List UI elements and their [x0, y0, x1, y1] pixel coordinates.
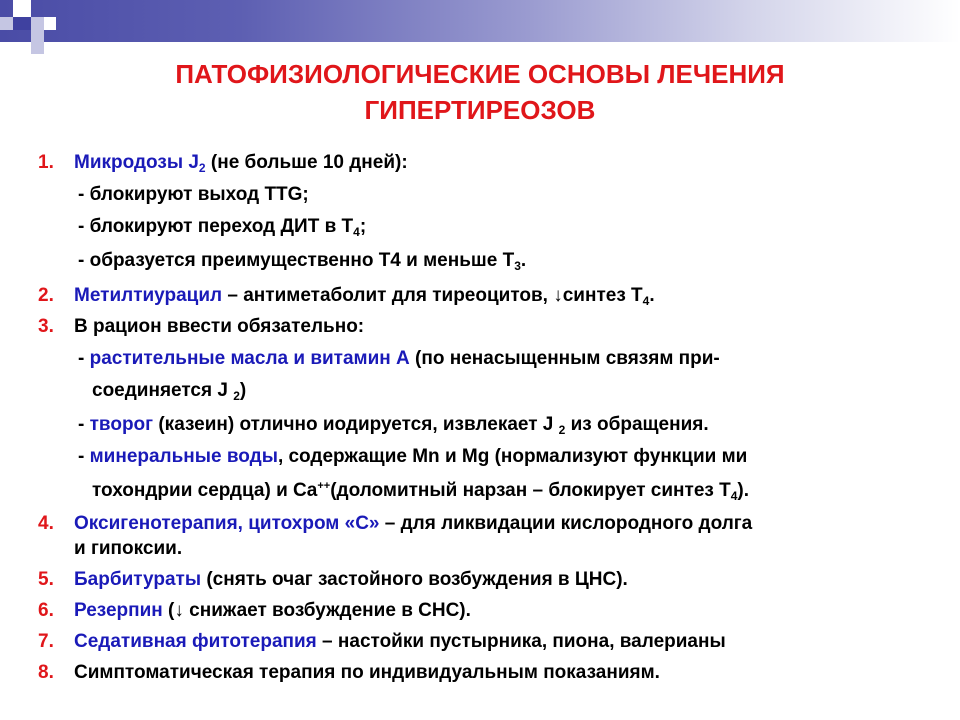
item-5-line — [74, 569, 628, 591]
item-5-number: 5. — [38, 569, 54, 590]
item-6-label: Резерпин — [74, 600, 163, 621]
item-3-c-cont-rest: (доломитный нарзан – блокирует синтез Т — [330, 480, 731, 501]
item-1-sub-a-text: - блокируют выход TTG; — [78, 184, 309, 205]
arrow-down-icon: ↓ — [174, 600, 184, 621]
item-3-sub-b — [78, 414, 709, 436]
item-1-sub-c-text: - образуется преимущественно Т4 и меньше Т — [78, 250, 515, 271]
item-2-rest2: синтез Т — [562, 285, 643, 306]
corner-square-1 — [13, 0, 31, 17]
item-1-rest: (не больше 10 дней): — [205, 152, 408, 173]
item-6-number: 6. — [38, 600, 54, 621]
item-7-line — [74, 631, 726, 653]
item-8-line — [74, 662, 660, 684]
item-1-sub-b-sub: 4 — [353, 225, 360, 239]
title-line-1: ПАТОФИЗИОЛОГИЧЕСКИЕ ОСНОВЫ ЛЕЧЕНИЯ — [175, 59, 785, 89]
slide-title — [0, 56, 960, 128]
item-3-line — [74, 316, 364, 338]
item-4-label: Оксигенотерапия, цитохром «С» — [74, 513, 380, 534]
corner-square-2 — [0, 17, 13, 30]
item-4-rest: – для ликвидации кислородного долга — [379, 513, 753, 534]
item-3-sub-a-cont — [92, 380, 246, 402]
item-8-text: Симптоматическая терапия по индивидуальным показаниям. — [74, 662, 660, 683]
item-3-c-cont-sup: ++ — [317, 480, 331, 492]
item-1-number: 1. — [38, 152, 54, 173]
item-4-cont-text: и гипоксии. — [74, 538, 183, 559]
item-4-cont — [74, 538, 182, 560]
item-3-b-end: из обращения. — [565, 414, 709, 435]
item-7-rest: – настойки пустырника, пиона, валерианы — [316, 631, 726, 652]
item-2-number: 2. — [38, 285, 54, 306]
item-3-c-dash: - — [78, 446, 90, 467]
item-1-sub-c-sub: 3 — [514, 259, 521, 273]
item-3-text: В рацион ввести обязательно: — [74, 316, 365, 337]
item-3-sub-a — [78, 348, 720, 370]
item-1-sub-a — [78, 184, 309, 206]
item-1-sub-c — [78, 250, 526, 272]
header-banner — [0, 0, 960, 42]
item-2-line — [74, 285, 655, 307]
item-6-rest: снижает возбуждение в СНС). — [183, 600, 471, 621]
corner-square-6 — [31, 30, 44, 42]
item-8-number: 8. — [38, 662, 54, 683]
item-3-a-cont-text: соединяется J — [92, 380, 234, 401]
item-2-sub: 4 — [642, 294, 650, 308]
item-3-c-label: минеральные воды — [89, 446, 278, 467]
item-3-sub-c-cont — [92, 480, 749, 502]
corner-square-3 — [13, 17, 31, 30]
item-1-sub-b-end: ; — [359, 216, 367, 237]
item-4-number: 4. — [38, 513, 54, 534]
item-2-end: . — [649, 285, 655, 306]
item-3-a-label: растительные масла и витамин А — [89, 348, 410, 369]
item-1-sub-b-text: - блокируют переход ДИТ в Т — [78, 216, 354, 237]
item-1-sub-b — [78, 216, 366, 238]
item-3-b-dash: - — [78, 414, 90, 435]
item-3-b-rest: (казеин) отлично иодируется, извлекает J — [153, 414, 559, 435]
corner-square-7 — [31, 42, 44, 54]
item-3-a-cont-end: ) — [239, 380, 247, 401]
item-3-a-rest: (по ненасыщенным связям при- — [409, 348, 720, 369]
item-3-b-label: творог — [89, 414, 154, 435]
item-3-c-cont-end: ). — [737, 480, 750, 501]
item-2-rest: – антиметаболит для тиреоцитов, — [222, 285, 554, 306]
item-1-label-sub: 2 — [198, 161, 206, 175]
item-6-rest-pre: ( — [162, 600, 175, 621]
item-3-a-cont-sub: 2 — [233, 389, 240, 403]
item-1-label: Микродозы J — [74, 152, 199, 173]
item-1-line — [74, 152, 408, 174]
item-1-sub-c-end: . — [520, 250, 527, 271]
item-2-label: Метилтиурацил — [74, 285, 223, 306]
item-5-rest: (снять очаг застойного возбуждения в ЦНС). — [201, 569, 628, 590]
item-3-a-dash: - — [78, 348, 90, 369]
item-3-sub-c — [78, 446, 747, 468]
item-3-c-cont-sub: 4 — [730, 489, 738, 503]
item-7-label: Седативная фитотерапия — [74, 631, 317, 652]
arrow-down-icon: ↓ — [553, 285, 563, 306]
title-line-2: ГИПЕРТИРЕОЗОВ — [364, 95, 596, 125]
item-3-c-rest: , содержащие Mn и Mg (нормализуют функции ми — [277, 446, 748, 467]
item-3-c-cont-text: тохондрии сердца) и Ca — [92, 480, 318, 501]
item-6-line — [74, 600, 471, 622]
corner-square-5 — [44, 17, 56, 30]
item-3-number: 3. — [38, 316, 54, 337]
item-7-number: 7. — [38, 631, 54, 652]
item-3-b-sub: 2 — [558, 423, 566, 437]
item-4-line — [74, 513, 752, 535]
corner-square-4 — [31, 17, 44, 30]
item-5-label: Барбитураты — [74, 569, 202, 590]
